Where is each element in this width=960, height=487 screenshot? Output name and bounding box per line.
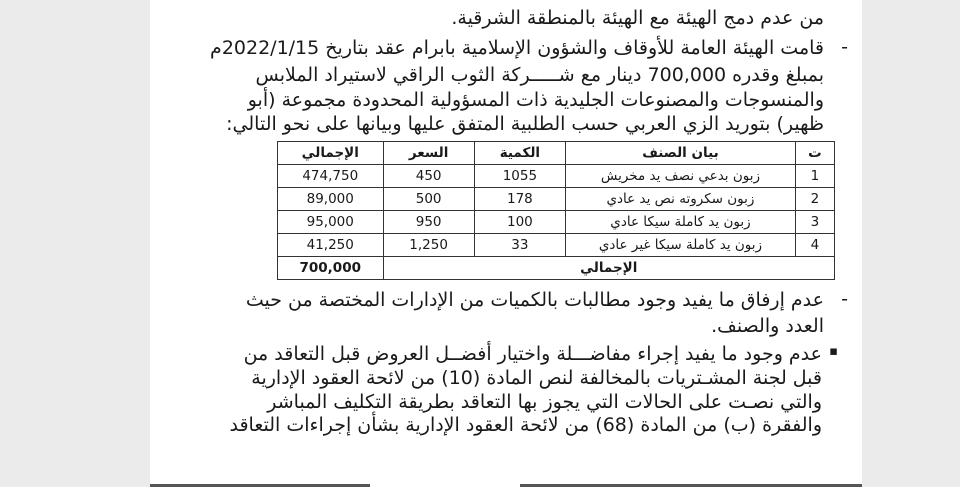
row-total: 41,250 [278,234,384,257]
col-qty-header: الكمية [474,142,565,165]
col-desc-header: بيان الصنف [566,142,796,165]
grand-total-value: 700,000 [278,257,384,280]
document-page [150,0,862,487]
contract-line-2: بمبلغ وقدره 700,000 دينار مع شـــــركة الثوب الراقي لاستيراد الملابس [255,64,824,86]
row-qty: 178 [474,188,565,211]
table-grand-total-row [278,257,835,280]
order-table [277,141,835,280]
row-total: 95,000 [278,211,384,234]
contract-line-4: ظهير) بتوريد الزي العربي حسب الطلبية المتفق عليها وبيانها على نحو التالي: [226,113,824,135]
table-row [278,211,835,234]
col-price-header: السعر [383,142,474,165]
row-price: 1,250 [383,234,474,257]
attach-line-2: العدد والصنف. [711,315,824,337]
table-row [278,188,835,211]
row-desc: زبون بدعي نصف يد مخريش [566,165,796,188]
bullet-line-2: قبل لجنة المشـتريات بالمخالفة لنص المادة (10) من لائحة العقود الإدارية [251,367,822,389]
row-num: 4 [795,234,834,257]
top-line: من عدم دمج الهيئة مع الهيئة بالمنطقة الشرقية. [451,7,824,29]
row-num: 1 [795,165,834,188]
col-num-header: ت [795,142,834,165]
col-total-header: الإجمالي [278,142,384,165]
bullet-marker: ▪ [829,344,838,359]
bullet-line-3: والتي نصـت على الحالات التي يجوز بها التعاقد بطريقة التكليف المباشر [267,391,822,413]
row-price: 450 [383,165,474,188]
row-qty: 33 [474,234,565,257]
table-row [278,234,835,257]
row-num: 3 [795,211,834,234]
contract-line-1: قامت الهيئة العامة للأوقاف والشؤون الإسلامية بابرام عقد بتاريخ 2022/1/15م [210,37,824,59]
row-total: 89,000 [278,188,384,211]
row-price: 950 [383,211,474,234]
right-margin [862,0,960,487]
footer-gap [370,482,520,487]
dash-marker: - [841,288,848,310]
table-row [278,165,835,188]
row-desc: زبون يد كاملة سيكا غير عادي [566,234,796,257]
contract-line-3: والمنسوجات والمصنوعات الجليدية ذات المسؤولية المحدودة مجموعة (أبو [247,89,824,111]
row-num: 2 [795,188,834,211]
bullet-line-1: عدم وجود ما يفيد إجراء مفاضـــلة واختيار أفضــل العروض قبل التعاقد من [243,343,822,365]
row-desc: زبون سكروته نص يد عادي [566,188,796,211]
row-total: 474,750 [278,165,384,188]
table-header-row [278,142,835,165]
bullet-line-4: والفقرة (ب) من المادة (68) من لائحة العقود الإدارية بشأن إجراءات التعاقد [229,414,822,436]
row-desc: زبون يد كاملة سيكا عادي [566,211,796,234]
left-margin [0,0,150,487]
attach-line-1: عدم إرفاق ما يفيد وجود مطالبات بالكميات من الإدارات المختصة من حيث [245,289,824,311]
dash-marker: - [841,36,848,58]
row-qty: 1055 [474,165,565,188]
row-price: 500 [383,188,474,211]
grand-total-label: الإجمالي [383,257,835,280]
row-qty: 100 [474,211,565,234]
